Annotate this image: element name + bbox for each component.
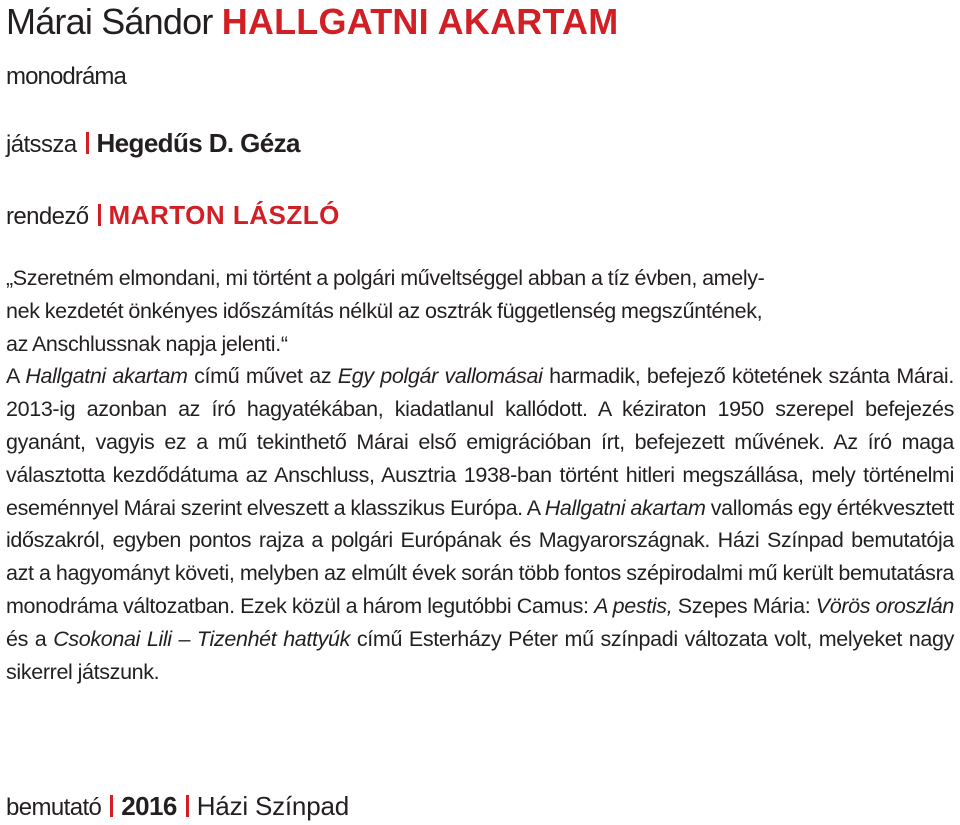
quote-line-2: nek kezdetét önkényes időszámítás nélkül az osztrák függetlenség megszűntének, [6, 298, 763, 323]
red-separator-bar [110, 795, 113, 817]
italic-title: Vörös oroszlán [815, 593, 954, 618]
play-title: HALLGATNI AKARTAM [221, 1, 619, 42]
text-run: harmadik, befejező kötetének szánta Márai. 2013-ig azonban az író hagyatékában, kiadatlanul kallódott. A kéziraton 1950 szerepel befejezés gyanánt, vagyis ez a mű tekinthető Márai első emigrációban írt, befejezett művének. Az író maga választotta kezdődátuma az Anschluss, Ausztria 1938-ban történt hitleri megszállása, mely történelmi eseménnyel Márai szerint elveszett a klasszikus Európa. A [6, 364, 954, 520]
quote-line-1: „Szeretném elmondani, mi történt a polgári műveltséggel abban a tíz évben, amely- [6, 266, 765, 290]
red-separator-bar [98, 204, 101, 226]
text-run: vallomás egy értékvesztett időszakról, egyben pontos rajza a polgári Európának és Magyarországnak. Házi Színpad bemutatója azt a hagyományt követi, melyben az elmúlt évek során több fontos szépirodalmi mű került bemutatásra monodráma változatban. Ezek közül a három legutóbbi Camus: [6, 495, 954, 618]
text-run: című művet az [187, 364, 338, 389]
text-run: és a [6, 626, 54, 651]
description-paragraph [6, 360, 954, 688]
quote-line-3: az Anschlussnak napja jelenti.“ [6, 331, 288, 356]
premiere-year: 2016 [121, 791, 177, 821]
credit-premiere [6, 790, 349, 824]
director-name: MARTON LÁSZLÓ [108, 200, 340, 230]
italic-title: Hallgatni akartam [544, 495, 706, 520]
italic-title: Egy polgár vallomásai [337, 364, 543, 389]
player-name: Hegedűs D. Géza [96, 128, 300, 158]
italic-title: Hallgatni akartam [25, 364, 188, 389]
body-text [6, 262, 954, 688]
premiere-label: bemutató [6, 794, 102, 821]
text-run: című Esterházy Péter mű színpadi változata volt, melyeket nagy sikerrel játszunk. [6, 626, 954, 684]
premiere-venue: Házi Színpad [196, 791, 349, 821]
red-separator-bar [186, 795, 189, 817]
page-title [6, 0, 618, 44]
player-label: játssza [6, 131, 77, 158]
text-run: A [6, 364, 26, 389]
red-separator-bar [86, 132, 89, 154]
quote-paragraph [6, 262, 954, 360]
director-label: rendező [6, 203, 89, 230]
italic-title: Csokonai Lili – Tizenhét hattyúk [53, 626, 351, 651]
text-run: Szepes Mária: [672, 593, 816, 618]
italic-title: A pestis, [594, 593, 673, 618]
author-name: Márai Sándor [6, 1, 213, 42]
credit-director [6, 199, 340, 233]
genre-subtitle: monodráma [6, 63, 126, 90]
credit-player [6, 127, 300, 161]
